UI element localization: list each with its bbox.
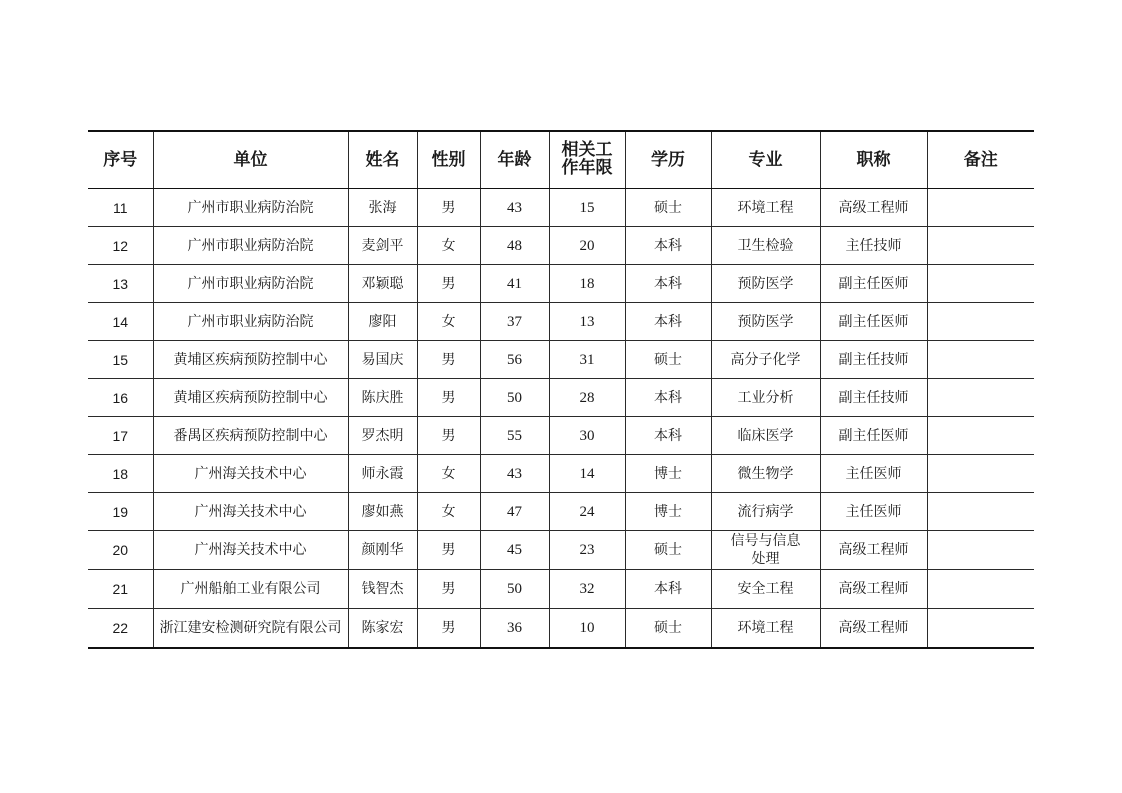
- cell-name-text: 张海: [368, 199, 397, 216]
- header-edu: 学历: [625, 131, 711, 189]
- cell-major: [711, 455, 820, 493]
- cell-title-text: 高级工程师: [838, 542, 909, 558]
- cell-unit: [153, 265, 348, 303]
- cell-years: [549, 379, 625, 417]
- cell-seq-text: 22: [112, 620, 129, 636]
- cell-name-text: 邓颖聪: [361, 275, 404, 292]
- cell-edu-text: 本科: [654, 313, 682, 330]
- cell-edu: [625, 570, 711, 609]
- cell-edu-text: 本科: [654, 275, 682, 292]
- cell-name: [348, 455, 417, 493]
- cell-seq: [88, 303, 153, 341]
- cell-edu-text: 本科: [654, 389, 682, 406]
- cell-seq: [88, 531, 153, 570]
- cell-major: [711, 609, 820, 649]
- cell-edu-text: 本科: [654, 427, 682, 444]
- cell-major: [711, 570, 820, 609]
- cell-edu: [625, 531, 711, 570]
- cell-edu: [625, 303, 711, 341]
- cell-title: [820, 570, 927, 609]
- cell-seq-text: 12: [112, 237, 129, 254]
- cell-edu: [625, 341, 711, 379]
- table-row: [88, 609, 1034, 649]
- personnel-table-container: [88, 130, 1034, 649]
- cell-name-text: 钱智杰: [361, 581, 404, 597]
- cell-unit-text: 广州海关技术中心: [194, 465, 307, 482]
- cell-unit-text: 广州市职业病防治院: [187, 237, 314, 254]
- cell-name: [348, 417, 417, 455]
- header-years-text: 相关工作年限: [561, 140, 613, 178]
- cell-name: [348, 227, 417, 265]
- cell-title: [820, 341, 927, 379]
- cell-major: [711, 189, 820, 227]
- cell-name: [348, 379, 417, 417]
- cell-name: [348, 531, 417, 570]
- cell-years: [549, 609, 625, 649]
- cell-gender: [417, 227, 480, 265]
- cell-major: [711, 227, 820, 265]
- cell-major: [711, 265, 820, 303]
- table-row: [88, 531, 1034, 570]
- cell-unit-text: 广州市职业病防治院: [187, 313, 314, 330]
- header-remark: 备注: [927, 131, 1034, 189]
- cell-name-text: 麦剑平: [361, 237, 404, 254]
- cell-title-text: 主任医师: [845, 465, 902, 482]
- cell-gender: [417, 189, 480, 227]
- cell-years: [549, 570, 625, 609]
- cell-seq-text: 18: [112, 465, 129, 482]
- table-row: [88, 189, 1034, 227]
- header-age: 年龄: [480, 131, 549, 189]
- cell-name-text: 颜刚华: [361, 542, 404, 558]
- cell-remark: [927, 265, 1034, 303]
- cell-age-text: 43: [507, 199, 522, 216]
- cell-age-text: 41: [507, 275, 522, 292]
- cell-major-text: 预防医学: [737, 313, 794, 330]
- cell-age: [480, 493, 549, 531]
- cell-unit: [153, 531, 348, 570]
- cell-gender-text: 男: [441, 542, 456, 558]
- cell-major-text: 预防医学: [737, 275, 794, 292]
- cell-gender-text: 男: [441, 199, 456, 216]
- cell-unit-text: 广州船舶工业有限公司: [180, 581, 321, 597]
- cell-gender: [417, 341, 480, 379]
- cell-remark: [927, 303, 1034, 341]
- cell-gender-text: 男: [441, 275, 456, 292]
- table-row: [88, 265, 1034, 303]
- cell-seq-text: 13: [112, 275, 129, 292]
- cell-title: [820, 493, 927, 531]
- cell-years-text: 31: [579, 351, 595, 368]
- cell-title: [820, 303, 927, 341]
- header-gender: 性别: [417, 131, 480, 189]
- cell-gender-text: 男: [441, 427, 456, 444]
- cell-title-text: 副主任医师: [838, 313, 909, 330]
- cell-gender-text: 男: [441, 389, 456, 406]
- cell-gender: [417, 531, 480, 570]
- cell-remark: [927, 531, 1034, 570]
- cell-remark: [927, 455, 1034, 493]
- header-row: [88, 131, 1034, 189]
- cell-edu-text: 博士: [654, 503, 682, 520]
- header-major: 专业: [711, 131, 820, 189]
- cell-years-text: 10: [579, 620, 595, 636]
- cell-age: [480, 570, 549, 609]
- table-row: [88, 493, 1034, 531]
- cell-age-text: 47: [507, 503, 522, 520]
- cell-name: [348, 493, 417, 531]
- cell-seq: [88, 570, 153, 609]
- cell-seq: [88, 379, 153, 417]
- cell-years-text: 30: [579, 427, 595, 444]
- cell-remark: [927, 417, 1034, 455]
- cell-years: [549, 531, 625, 570]
- cell-edu-text: 本科: [654, 581, 682, 597]
- cell-name: [348, 303, 417, 341]
- cell-age: [480, 379, 549, 417]
- table-row: [88, 417, 1034, 455]
- cell-name: [348, 189, 417, 227]
- cell-age: [480, 531, 549, 570]
- cell-years: [549, 189, 625, 227]
- cell-age-text: 56: [507, 351, 522, 368]
- cell-major-text: 工业分析: [737, 389, 794, 406]
- cell-age: [480, 189, 549, 227]
- cell-name-text: 易国庆: [361, 351, 404, 368]
- cell-years-text: 24: [579, 503, 595, 520]
- cell-major-text: 安全工程: [737, 581, 794, 597]
- cell-seq: [88, 455, 153, 493]
- cell-seq-text: 14: [112, 313, 129, 330]
- cell-age: [480, 265, 549, 303]
- cell-edu: [625, 609, 711, 649]
- table-row: [88, 570, 1034, 609]
- cell-age-text: 48: [507, 237, 522, 254]
- cell-title: [820, 379, 927, 417]
- cell-age-text: 55: [507, 427, 522, 444]
- cell-major: [711, 531, 820, 570]
- cell-major: [711, 493, 820, 531]
- cell-seq-text: 16: [112, 389, 129, 406]
- cell-unit: [153, 189, 348, 227]
- cell-age: [480, 417, 549, 455]
- table-row: [88, 455, 1034, 493]
- cell-years-text: 18: [579, 275, 595, 292]
- cell-seq-text: 15: [112, 351, 129, 368]
- cell-years: [549, 227, 625, 265]
- cell-seq: [88, 417, 153, 455]
- cell-edu: [625, 189, 711, 227]
- cell-remark: [927, 570, 1034, 609]
- cell-name-text: 廖如燕: [361, 503, 404, 520]
- cell-age-text: 43: [507, 465, 522, 482]
- cell-major-text: 环境工程: [737, 620, 794, 636]
- cell-years-text: 14: [579, 465, 595, 482]
- cell-edu: [625, 379, 711, 417]
- cell-unit: [153, 341, 348, 379]
- cell-remark: [927, 609, 1034, 649]
- cell-title: [820, 531, 927, 570]
- cell-age-text: 50: [507, 389, 522, 406]
- cell-edu: [625, 493, 711, 531]
- cell-title: [820, 265, 927, 303]
- cell-years: [549, 493, 625, 531]
- header-years: [549, 131, 625, 189]
- cell-gender-text: 女: [441, 503, 456, 520]
- cell-major-text: 信号与信息处理: [730, 533, 801, 567]
- cell-years: [549, 417, 625, 455]
- cell-title: [820, 189, 927, 227]
- cell-title-text: 主任技师: [845, 237, 902, 254]
- cell-years-text: 20: [579, 237, 595, 254]
- cell-seq-text: 21: [112, 581, 129, 597]
- cell-unit-text: 广州市职业病防治院: [187, 199, 314, 216]
- cell-major-text: 环境工程: [737, 199, 794, 216]
- cell-years-text: 32: [579, 581, 595, 597]
- cell-remark: [927, 227, 1034, 265]
- header-unit: 单位: [153, 131, 348, 189]
- cell-seq-text: 20: [112, 542, 129, 558]
- cell-age: [480, 303, 549, 341]
- cell-major-text: 微生物学: [737, 465, 794, 482]
- cell-gender-text: 女: [441, 237, 456, 254]
- cell-edu-text: 硕士: [654, 351, 682, 368]
- cell-edu-text: 硕士: [654, 542, 682, 558]
- cell-gender-text: 男: [441, 351, 456, 368]
- cell-years-text: 28: [579, 389, 595, 406]
- personnel-table: [88, 130, 1034, 649]
- cell-gender: [417, 493, 480, 531]
- cell-age-text: 45: [507, 542, 522, 558]
- cell-unit: [153, 417, 348, 455]
- cell-seq: [88, 227, 153, 265]
- cell-major: [711, 303, 820, 341]
- cell-unit-text: 广州海关技术中心: [194, 542, 307, 558]
- cell-title: [820, 455, 927, 493]
- cell-name-text: 廖阳: [368, 313, 397, 330]
- cell-name-text: 罗杰明: [361, 427, 404, 444]
- cell-major-text: 临床医学: [737, 427, 794, 444]
- table-row: [88, 341, 1034, 379]
- cell-title-text: 副主任技师: [838, 351, 909, 368]
- cell-years-text: 13: [579, 313, 595, 330]
- cell-unit: [153, 303, 348, 341]
- cell-age: [480, 227, 549, 265]
- cell-name: [348, 265, 417, 303]
- cell-seq: [88, 189, 153, 227]
- cell-title-text: 高级工程师: [838, 620, 909, 636]
- cell-title-text: 主任医师: [845, 503, 902, 520]
- cell-edu: [625, 455, 711, 493]
- cell-gender: [417, 570, 480, 609]
- cell-gender-text: 女: [441, 465, 456, 482]
- cell-gender-text: 男: [441, 620, 456, 636]
- cell-gender: [417, 609, 480, 649]
- cell-title: [820, 227, 927, 265]
- cell-title-text: 副主任技师: [838, 389, 909, 406]
- table-row: [88, 379, 1034, 417]
- cell-unit-text: 广州市职业病防治院: [187, 275, 314, 292]
- cell-title-text: 高级工程师: [838, 199, 909, 216]
- cell-seq-text: 17: [112, 427, 129, 444]
- cell-edu-text: 硕士: [654, 620, 682, 636]
- cell-years: [549, 341, 625, 379]
- cell-unit: [153, 227, 348, 265]
- cell-remark: [927, 493, 1034, 531]
- cell-remark: [927, 341, 1034, 379]
- cell-unit: [153, 455, 348, 493]
- cell-title: [820, 609, 927, 649]
- cell-gender: [417, 417, 480, 455]
- cell-gender: [417, 379, 480, 417]
- cell-unit-text: 黄埔区疾病预防控制中心: [173, 389, 328, 406]
- cell-title: [820, 417, 927, 455]
- cell-name-text: 陈家宏: [361, 620, 404, 636]
- cell-major-text: 高分子化学: [730, 351, 801, 368]
- cell-remark: [927, 379, 1034, 417]
- cell-name-text: 陈庆胜: [361, 389, 404, 406]
- header-seq: 序号: [88, 131, 153, 189]
- cell-name: [348, 341, 417, 379]
- cell-edu: [625, 227, 711, 265]
- cell-gender: [417, 303, 480, 341]
- cell-name: [348, 570, 417, 609]
- cell-edu-text: 硕士: [654, 199, 682, 216]
- cell-unit-text: 广州海关技术中心: [194, 503, 307, 520]
- cell-seq-text: 19: [112, 503, 129, 520]
- cell-age-text: 50: [507, 581, 522, 597]
- cell-unit: [153, 379, 348, 417]
- cell-gender: [417, 455, 480, 493]
- cell-age: [480, 609, 549, 649]
- cell-seq-text: 11: [112, 199, 128, 216]
- cell-remark: [927, 189, 1034, 227]
- cell-years-text: 15: [579, 199, 595, 216]
- cell-seq: [88, 609, 153, 649]
- cell-major: [711, 341, 820, 379]
- cell-age-text: 36: [507, 620, 522, 636]
- cell-unit-text: 番禺区疾病预防控制中心: [173, 427, 328, 444]
- cell-major-text: 流行病学: [737, 503, 794, 520]
- cell-years: [549, 303, 625, 341]
- cell-unit: [153, 493, 348, 531]
- cell-years-text: 23: [579, 542, 595, 558]
- cell-title-text: 高级工程师: [838, 581, 909, 597]
- cell-name: [348, 609, 417, 649]
- table-row: [88, 303, 1034, 341]
- cell-major: [711, 417, 820, 455]
- cell-major-text: 卫生检验: [737, 237, 794, 254]
- cell-age: [480, 341, 549, 379]
- cell-gender-text: 女: [441, 313, 456, 330]
- cell-unit: [153, 609, 348, 649]
- cell-seq: [88, 493, 153, 531]
- cell-major: [711, 379, 820, 417]
- cell-edu-text: 本科: [654, 237, 682, 254]
- cell-years: [549, 265, 625, 303]
- cell-edu: [625, 417, 711, 455]
- cell-title-text: 副主任医师: [838, 427, 909, 444]
- cell-age-text: 37: [507, 313, 522, 330]
- cell-unit-text: 黄埔区疾病预防控制中心: [173, 351, 328, 368]
- header-title: 职称: [820, 131, 927, 189]
- cell-edu: [625, 265, 711, 303]
- header-name: 姓名: [348, 131, 417, 189]
- cell-gender: [417, 265, 480, 303]
- cell-age: [480, 455, 549, 493]
- table-body: [88, 189, 1034, 649]
- cell-unit-text: 浙江建安检测研究院有限公司: [159, 620, 342, 636]
- table-row: [88, 227, 1034, 265]
- cell-title-text: 副主任医师: [838, 275, 909, 292]
- cell-seq: [88, 341, 153, 379]
- cell-unit: [153, 570, 348, 609]
- cell-name-text: 师永霞: [361, 465, 404, 482]
- cell-seq: [88, 265, 153, 303]
- cell-edu-text: 博士: [654, 465, 682, 482]
- cell-years: [549, 455, 625, 493]
- cell-gender-text: 男: [441, 581, 456, 597]
